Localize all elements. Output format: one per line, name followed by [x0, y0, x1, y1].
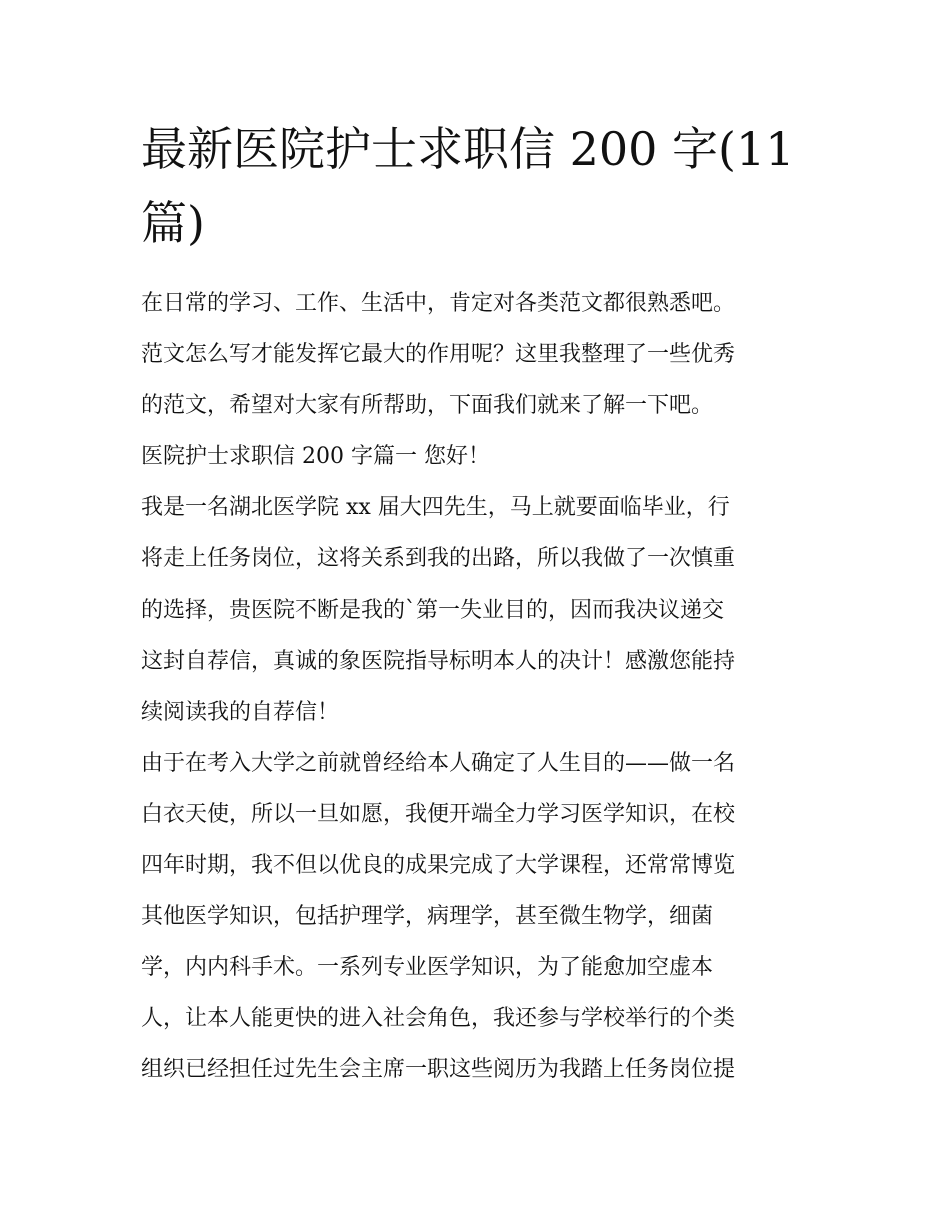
- text-line: 的范文，希望对大家有所帮助，下面我们就来了解一下吧。: [141, 393, 714, 419]
- title-line: 最新医院护士求职信 200 字(11: [141, 122, 795, 176]
- text-line: 将走上任务岗位，这将关系到我的出路，所以我做了一次慎重: [141, 546, 736, 572]
- text-line: 的选择，贵医院不断是我的`第一失业目的，因而我决议递交: [141, 597, 725, 623]
- text-line: 在日常的学习、工作、生活中，肯定对各类范文都很熟悉吧。: [141, 291, 736, 316]
- text-line: 四年时期，我不但以优良的成果完成了大学课程，还常常博览: [141, 853, 736, 879]
- text-line: 由于在考入大学之前就曾经给本人确定了人生目的——做一名: [141, 750, 736, 776]
- text-line: 组织已经担任过先生会主席一职这些阅历为我踏上任务岗位提: [141, 1057, 736, 1083]
- text-line: 人，让本人能更快的进入社会角色，我还参与学校举行的个类: [141, 1006, 736, 1032]
- page-title: [141, 112, 831, 260]
- text-line: 其他医学知识，包括护理学，病理学，甚至微生物学，细菌: [141, 904, 714, 930]
- section-heading: 医院护士求职信 200 字篇一 您好！: [141, 444, 490, 470]
- text-line: 这封自荐信，真诚的象医院指导标明本人的决计！感激您能持: [141, 648, 736, 674]
- body-text: [141, 278, 817, 1096]
- text-line: 范文怎么写才能发挥它最大的作用呢？这里我整理了一些优秀: [141, 342, 736, 368]
- text-line: 白衣天使，所以一旦如愿，我便开端全力学习医学知识，在校: [141, 801, 736, 827]
- text-line: 学，内内科手术。一系列专业医学知识，为了能愈加空虚本: [141, 955, 714, 981]
- text-line: 我是一名湖北医学院 xx 届大四先生，马上就要面临毕业，行: [141, 495, 730, 521]
- text-line: 续阅读我的自荐信！: [141, 699, 340, 725]
- title-line: 篇): [141, 196, 205, 250]
